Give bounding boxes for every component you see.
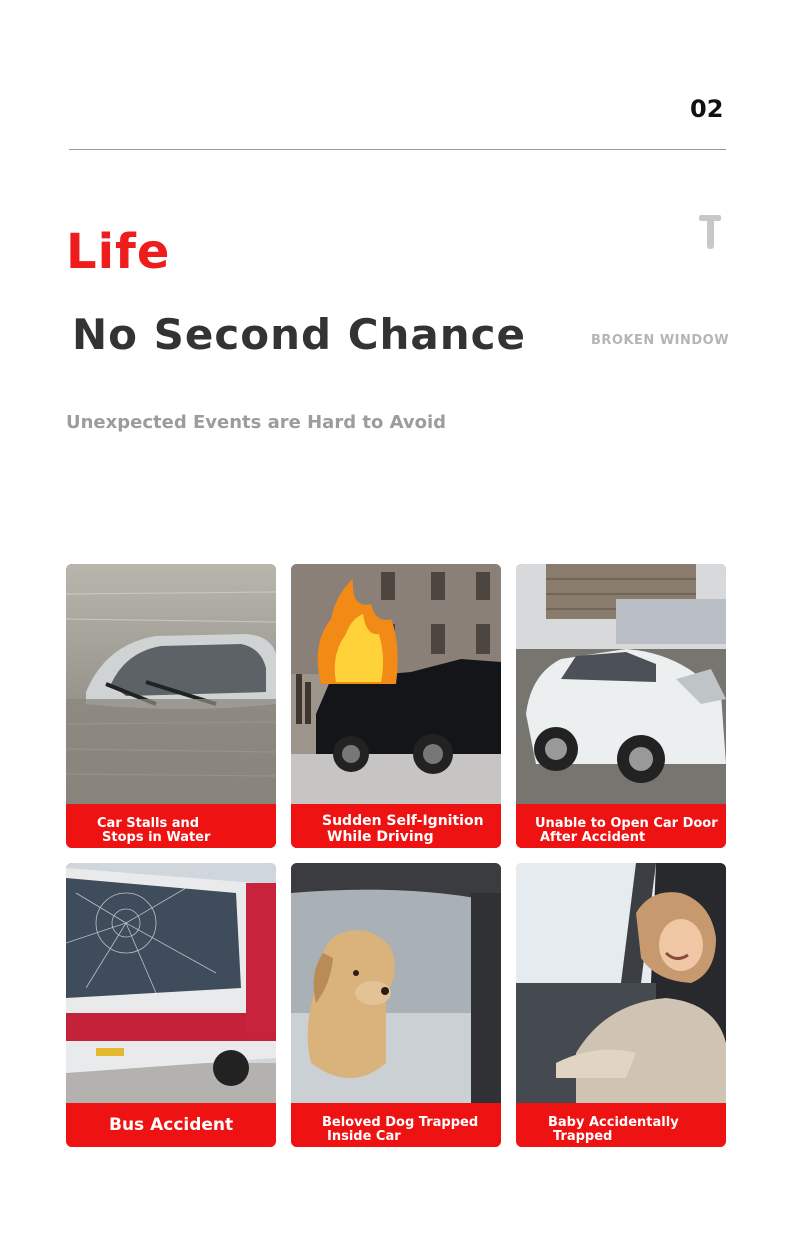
scenario-card-baby xyxy=(516,863,726,1147)
card-caption xyxy=(516,804,726,848)
crashed-car-image xyxy=(516,564,726,804)
bus-accident-image xyxy=(66,863,276,1103)
card-caption xyxy=(291,1103,501,1147)
caption-line-1: Beloved Dog Trapped xyxy=(322,1115,479,1130)
scenario-card-bus xyxy=(66,863,276,1147)
trapped-dog-image xyxy=(291,863,501,1103)
headline-accent: Life xyxy=(66,224,171,280)
scenario-card-flood xyxy=(66,564,276,848)
scenario-card-crash xyxy=(516,564,726,848)
caption-line-2: Stops in Water xyxy=(102,830,211,845)
caption-line-1: Sudden Self-Ignition xyxy=(322,813,484,829)
card-caption xyxy=(66,1103,276,1147)
side-label: BROKEN WINDOW xyxy=(591,333,730,348)
caption-line-1: Baby Accidentally xyxy=(548,1115,679,1130)
card-caption xyxy=(66,804,276,848)
scenario-card-dog xyxy=(291,863,501,1147)
page-number: 02 xyxy=(690,95,724,123)
caption-line-2: Trapped xyxy=(553,1129,613,1144)
trapped-baby-image xyxy=(516,863,726,1103)
caption-line-1: Unable to Open Car Door xyxy=(535,816,718,831)
card-caption xyxy=(516,1103,726,1147)
car-fire-image xyxy=(291,564,501,804)
headline-main: No Second Chance xyxy=(72,310,527,359)
caption-line-1: Car Stalls and xyxy=(97,816,200,831)
subtitle: Unexpected Events are Hard to Avoid xyxy=(66,412,447,433)
caption-line-1: Bus Accident xyxy=(109,1115,234,1135)
flooded-car-image xyxy=(66,564,276,804)
caption-line-2: Inside Car xyxy=(327,1129,401,1144)
card-caption xyxy=(291,804,501,848)
caption-line-2: After Accident xyxy=(540,830,646,845)
header-divider xyxy=(69,149,726,150)
hammer-mark-icon xyxy=(699,213,723,253)
scenario-card-fire xyxy=(291,564,501,848)
caption-line-2: While Driving xyxy=(327,829,434,845)
